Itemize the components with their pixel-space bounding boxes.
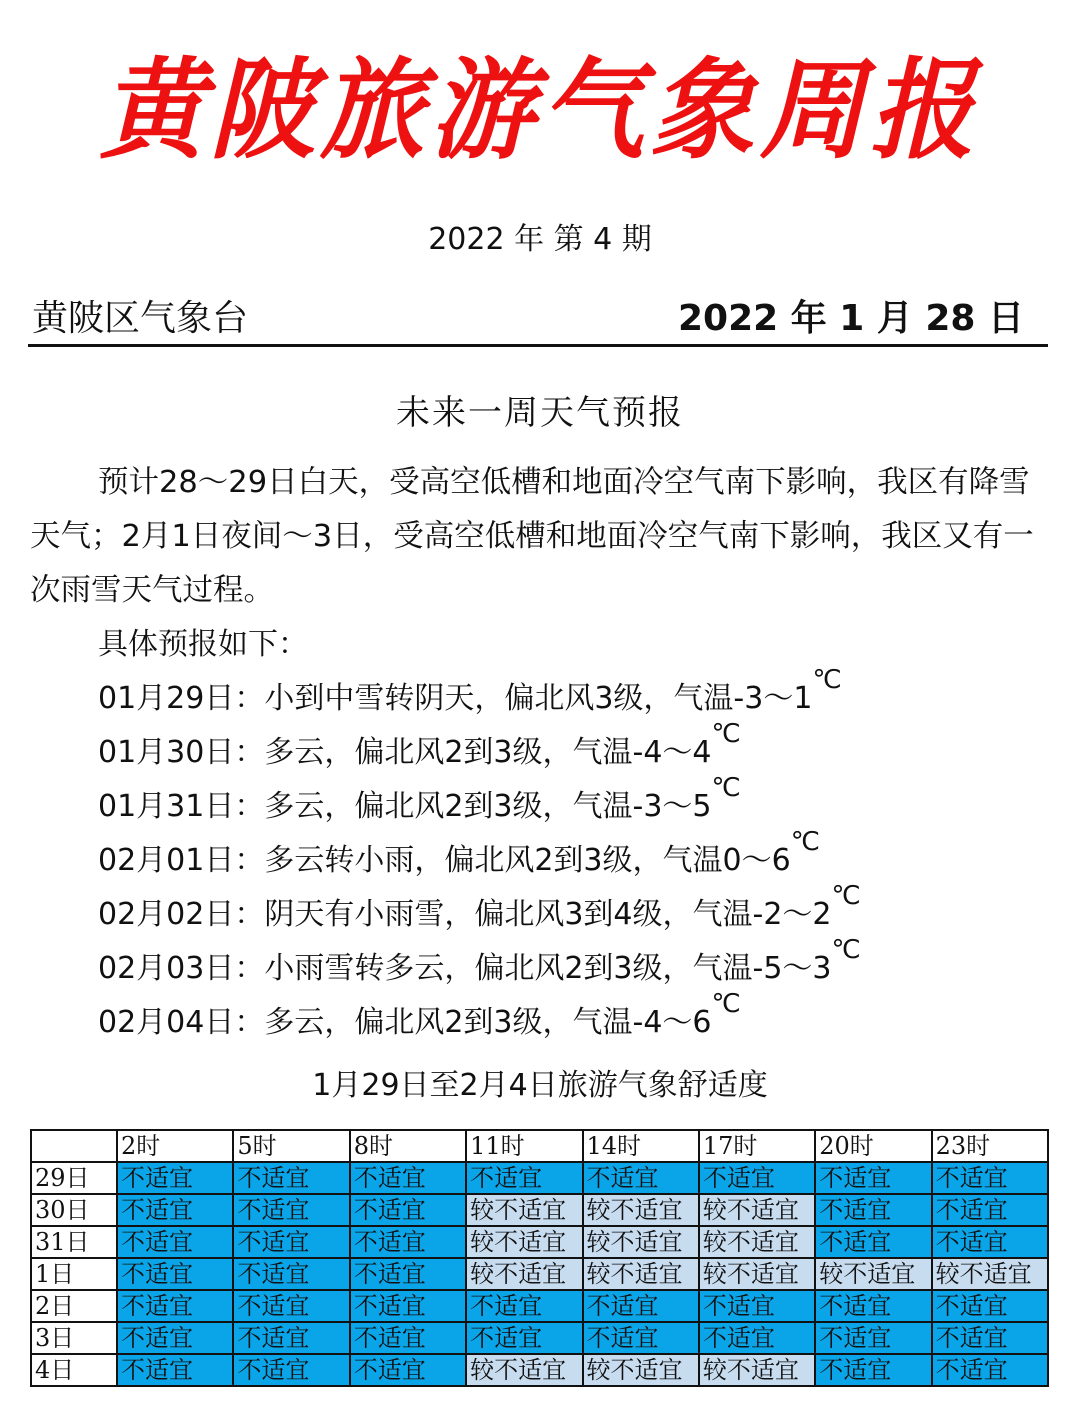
table-row [31, 1290, 1048, 1322]
comfort-cell: 不适宜 [350, 1226, 466, 1258]
comfort-cell: 不适宜 [350, 1322, 466, 1354]
daily-forecast-text: 02月02日：阴天有小雨雪，偏北风3到4级，气温-2～2 [98, 897, 832, 932]
comfort-cell: 不适宜 [932, 1354, 1048, 1386]
comfort-cell: 不适宜 [583, 1162, 699, 1194]
comfort-cell: 不适宜 [117, 1322, 233, 1354]
hour-header: 2时 [117, 1130, 233, 1162]
comfort-cell: 较不适宜 [583, 1194, 699, 1226]
degree-unit: ℃ [711, 989, 741, 1019]
comfort-cell: 较不适宜 [583, 1354, 699, 1386]
comfort-cell: 较不适宜 [699, 1226, 815, 1258]
hour-header: 17时 [699, 1130, 815, 1162]
issue-number: 2022 年 第 4 期 [428, 222, 652, 257]
table-row [31, 1162, 1048, 1194]
forecast-title: 未来一周天气预报 [396, 393, 684, 433]
daily-forecast-item [98, 665, 861, 726]
daily-forecast-text: 02月04日：多云，偏北风2到3级，气温-4～6 [98, 1005, 712, 1040]
comfort-cell: 不适宜 [233, 1354, 349, 1386]
comfort-table-title: 1月29日至2月4日旅游气象舒适度 [312, 1068, 768, 1103]
day-header: 3日 [31, 1322, 117, 1354]
comfort-cell: 不适宜 [815, 1226, 931, 1258]
comfort-cell: 不适宜 [932, 1226, 1048, 1258]
comfort-cell: 不适宜 [117, 1194, 233, 1226]
comfort-cell: 不适宜 [233, 1322, 349, 1354]
comfort-cell: 较不适宜 [583, 1226, 699, 1258]
forecast-summary [30, 456, 1050, 618]
comfort-cell: 不适宜 [350, 1162, 466, 1194]
comfort-cell: 较不适宜 [583, 1258, 699, 1290]
day-header: 31日 [31, 1226, 117, 1258]
table-row [31, 1354, 1048, 1386]
comfort-cell: 较不适宜 [932, 1258, 1048, 1290]
comfort-cell: 不适宜 [233, 1194, 349, 1226]
comfort-cell: 不适宜 [583, 1322, 699, 1354]
comfort-cell: 不适宜 [932, 1290, 1048, 1322]
comfort-cell: 不适宜 [699, 1162, 815, 1194]
daily-forecast-item [98, 719, 861, 780]
comfort-cell: 不适宜 [815, 1322, 931, 1354]
daily-forecast-item [98, 827, 861, 888]
daily-forecast-text: 01月31日：多云，偏北风2到3级，气温-3～5 [98, 789, 712, 824]
daily-forecast-list [98, 665, 861, 1050]
forecast-subtitle: 具体预报如下： [98, 627, 308, 662]
comfort-cell: 不适宜 [350, 1258, 466, 1290]
degree-unit: ℃ [831, 881, 861, 911]
daily-forecast-item [98, 989, 861, 1050]
comfort-cell: 不适宜 [117, 1226, 233, 1258]
comfort-cell: 不适宜 [815, 1290, 931, 1322]
comfort-cell: 较不适宜 [699, 1258, 815, 1290]
daily-forecast-item [98, 773, 861, 834]
comfort-cell: 不适宜 [932, 1322, 1048, 1354]
comfort-cell: 不适宜 [117, 1258, 233, 1290]
comfort-cell: 不适宜 [233, 1162, 349, 1194]
hour-header: 14时 [583, 1130, 699, 1162]
comfort-cell: 不适宜 [233, 1290, 349, 1322]
comfort-cell: 不适宜 [117, 1354, 233, 1386]
degree-unit: ℃ [711, 719, 741, 749]
comfort-cell: 不适宜 [699, 1322, 815, 1354]
comfort-cell: 不适宜 [350, 1290, 466, 1322]
degree-unit: ℃ [790, 827, 820, 857]
comfort-cell: 较不适宜 [466, 1226, 582, 1258]
comfort-cell: 不适宜 [233, 1258, 349, 1290]
comfort-cell: 不适宜 [117, 1162, 233, 1194]
degree-unit: ℃ [812, 665, 842, 695]
comfort-cell: 不适宜 [932, 1162, 1048, 1194]
hour-header: 8时 [350, 1130, 466, 1162]
comfort-cell: 不适宜 [117, 1290, 233, 1322]
day-header: 4日 [31, 1354, 117, 1386]
comfort-cell: 不适宜 [815, 1194, 931, 1226]
hour-header: 20时 [815, 1130, 931, 1162]
daily-forecast-text: 02月03日：小雨雪转多云，偏北风2到3级，气温-5～3 [98, 951, 832, 986]
comfort-cell: 较不适宜 [466, 1258, 582, 1290]
header-divider [28, 344, 1048, 347]
degree-unit: ℃ [831, 935, 861, 965]
comfort-cell: 较不适宜 [699, 1354, 815, 1386]
daily-forecast-item [98, 935, 861, 996]
comfort-cell: 较不适宜 [466, 1194, 582, 1226]
comfort-cell: 不适宜 [350, 1354, 466, 1386]
publisher-name: 黄陂区气象台 [32, 298, 249, 339]
comfort-cell: 不适宜 [815, 1354, 931, 1386]
publish-date: 2022 年 1 月 28 日 [677, 298, 1024, 339]
daily-forecast-text: 01月30日：多云，偏北风2到3级，气温-4～4 [98, 735, 712, 770]
comfort-table-body [31, 1130, 1048, 1386]
table-corner-cell [31, 1130, 117, 1162]
daily-forecast-text: 02月01日：多云转小雨，偏北风2到3级，气温0～6 [98, 843, 791, 878]
comfort-cell: 不适宜 [466, 1290, 582, 1322]
hour-header: 23时 [932, 1130, 1048, 1162]
comfort-cell: 不适宜 [350, 1194, 466, 1226]
comfort-table [30, 1129, 1049, 1387]
degree-unit: ℃ [711, 773, 741, 803]
masthead-title: 黄陂旅游气象周报 [99, 44, 980, 175]
comfort-cell: 不适宜 [699, 1290, 815, 1322]
table-row [31, 1322, 1048, 1354]
comfort-cell: 较不适宜 [815, 1258, 931, 1290]
day-header: 29日 [31, 1162, 117, 1194]
day-header: 1日 [31, 1258, 117, 1290]
table-header-row [31, 1130, 1048, 1162]
table-row [31, 1226, 1048, 1258]
comfort-cell: 较不适宜 [699, 1194, 815, 1226]
day-header: 2日 [31, 1290, 117, 1322]
table-row [31, 1194, 1048, 1226]
table-row [31, 1258, 1048, 1290]
daily-forecast-text: 01月29日：小到中雪转阴天，偏北风3级，气温-3～1 [98, 681, 813, 716]
comfort-cell: 不适宜 [233, 1226, 349, 1258]
comfort-cell: 不适宜 [466, 1322, 582, 1354]
daily-forecast-item [98, 881, 861, 942]
hour-header: 5时 [233, 1130, 349, 1162]
forecast-summary-text: 预计28～29日白天，受高空低槽和地面冷空气南下影响，我区有降雪天气；2月1日夜间～3日，受高空低槽和地面冷空气南下影响，我区又有一次雨雪天气过程。 [30, 465, 1034, 608]
comfort-cell: 不适宜 [815, 1162, 931, 1194]
comfort-cell: 较不适宜 [466, 1354, 582, 1386]
comfort-cell: 不适宜 [932, 1194, 1048, 1226]
day-header: 30日 [31, 1194, 117, 1226]
comfort-cell: 不适宜 [466, 1162, 582, 1194]
hour-header: 11时 [466, 1130, 582, 1162]
comfort-cell: 不适宜 [583, 1290, 699, 1322]
